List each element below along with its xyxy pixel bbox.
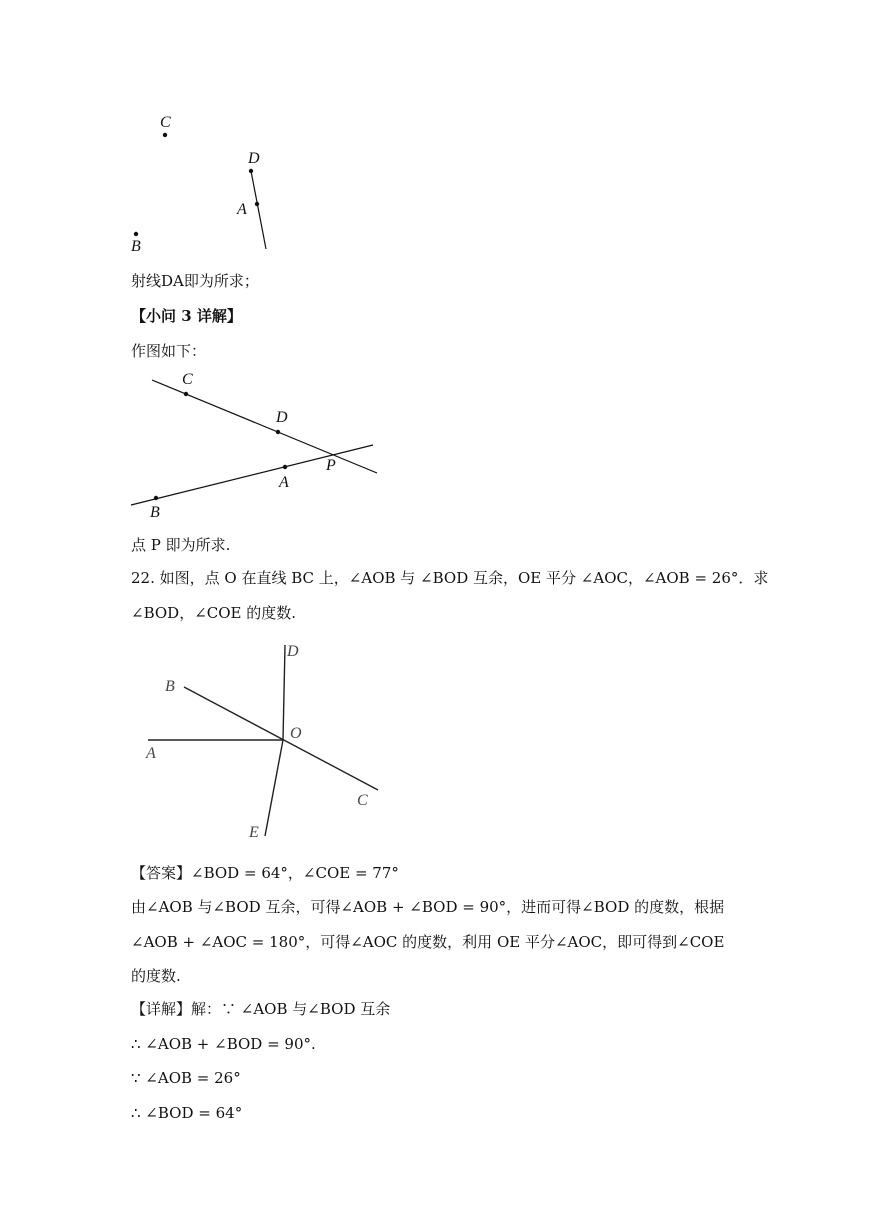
detail-tag: 【详解】	[131, 1000, 192, 1018]
answer-text: ∠BOD = 64°，∠COE = 77°	[191, 864, 399, 882]
answer-line	[131, 863, 399, 883]
label-b: B	[165, 678, 175, 695]
label-d: D	[287, 643, 299, 660]
label-c: C	[357, 792, 368, 809]
detail-text-1: 解：∵ ∠AOB 与∠BOD 互余	[191, 1000, 391, 1018]
label-d: D	[276, 409, 288, 426]
answer-tag: 【答案】	[131, 864, 192, 882]
detail-line4: ∴ ∠BOD = 64°	[131, 1104, 243, 1122]
label-o: O	[290, 725, 302, 742]
label-e: E	[249, 824, 259, 841]
label-a: A	[146, 745, 156, 762]
ray-result-text: 射线DA即为所求；	[131, 272, 259, 290]
label-c: C	[182, 371, 193, 388]
detail-line3: ∵ ∠AOB = 26°	[131, 1069, 241, 1087]
point-p-result-text: 点 P 即为所求.	[131, 536, 231, 554]
analysis-line2: ∠AOB + ∠AOC = 180°，可得∠AOC 的度数，利用 OE 平分∠AOC，即可得到∠COE	[131, 933, 725, 951]
question-number: 22.	[131, 569, 155, 587]
label-d: D	[248, 150, 260, 167]
ray-oe	[265, 740, 283, 836]
detail-line1	[131, 999, 390, 1019]
analysis-line1: 由∠AOB 与∠BOD 互余，可得∠AOB + ∠BOD = 90°，进而可得∠BOD 的度数，根据	[131, 898, 725, 916]
question-22-line2: ∠BOD，∠COE 的度数.	[131, 604, 297, 622]
label-b: B	[131, 238, 141, 255]
label-c: C	[160, 114, 171, 131]
detail-line2: ∴ ∠AOB + ∠BOD = 90°.	[131, 1035, 316, 1053]
draw-as-follows-text: 作图如下：	[131, 342, 207, 360]
ray-od	[283, 645, 285, 740]
line-bc	[184, 687, 378, 790]
label-a: A	[279, 474, 289, 491]
question-22-text: 如图，点 O 在直线 BC 上，∠AOB 与 ∠BOD 互余，OE 平分 ∠AOC，∠AOB = 26°．求	[159, 569, 769, 587]
label-b: B	[150, 504, 160, 521]
q3-heading: 【小问 3 详解】	[131, 307, 242, 325]
label-a: A	[237, 201, 247, 218]
label-p: P	[326, 457, 336, 474]
analysis-line3: 的度数.	[131, 967, 181, 985]
